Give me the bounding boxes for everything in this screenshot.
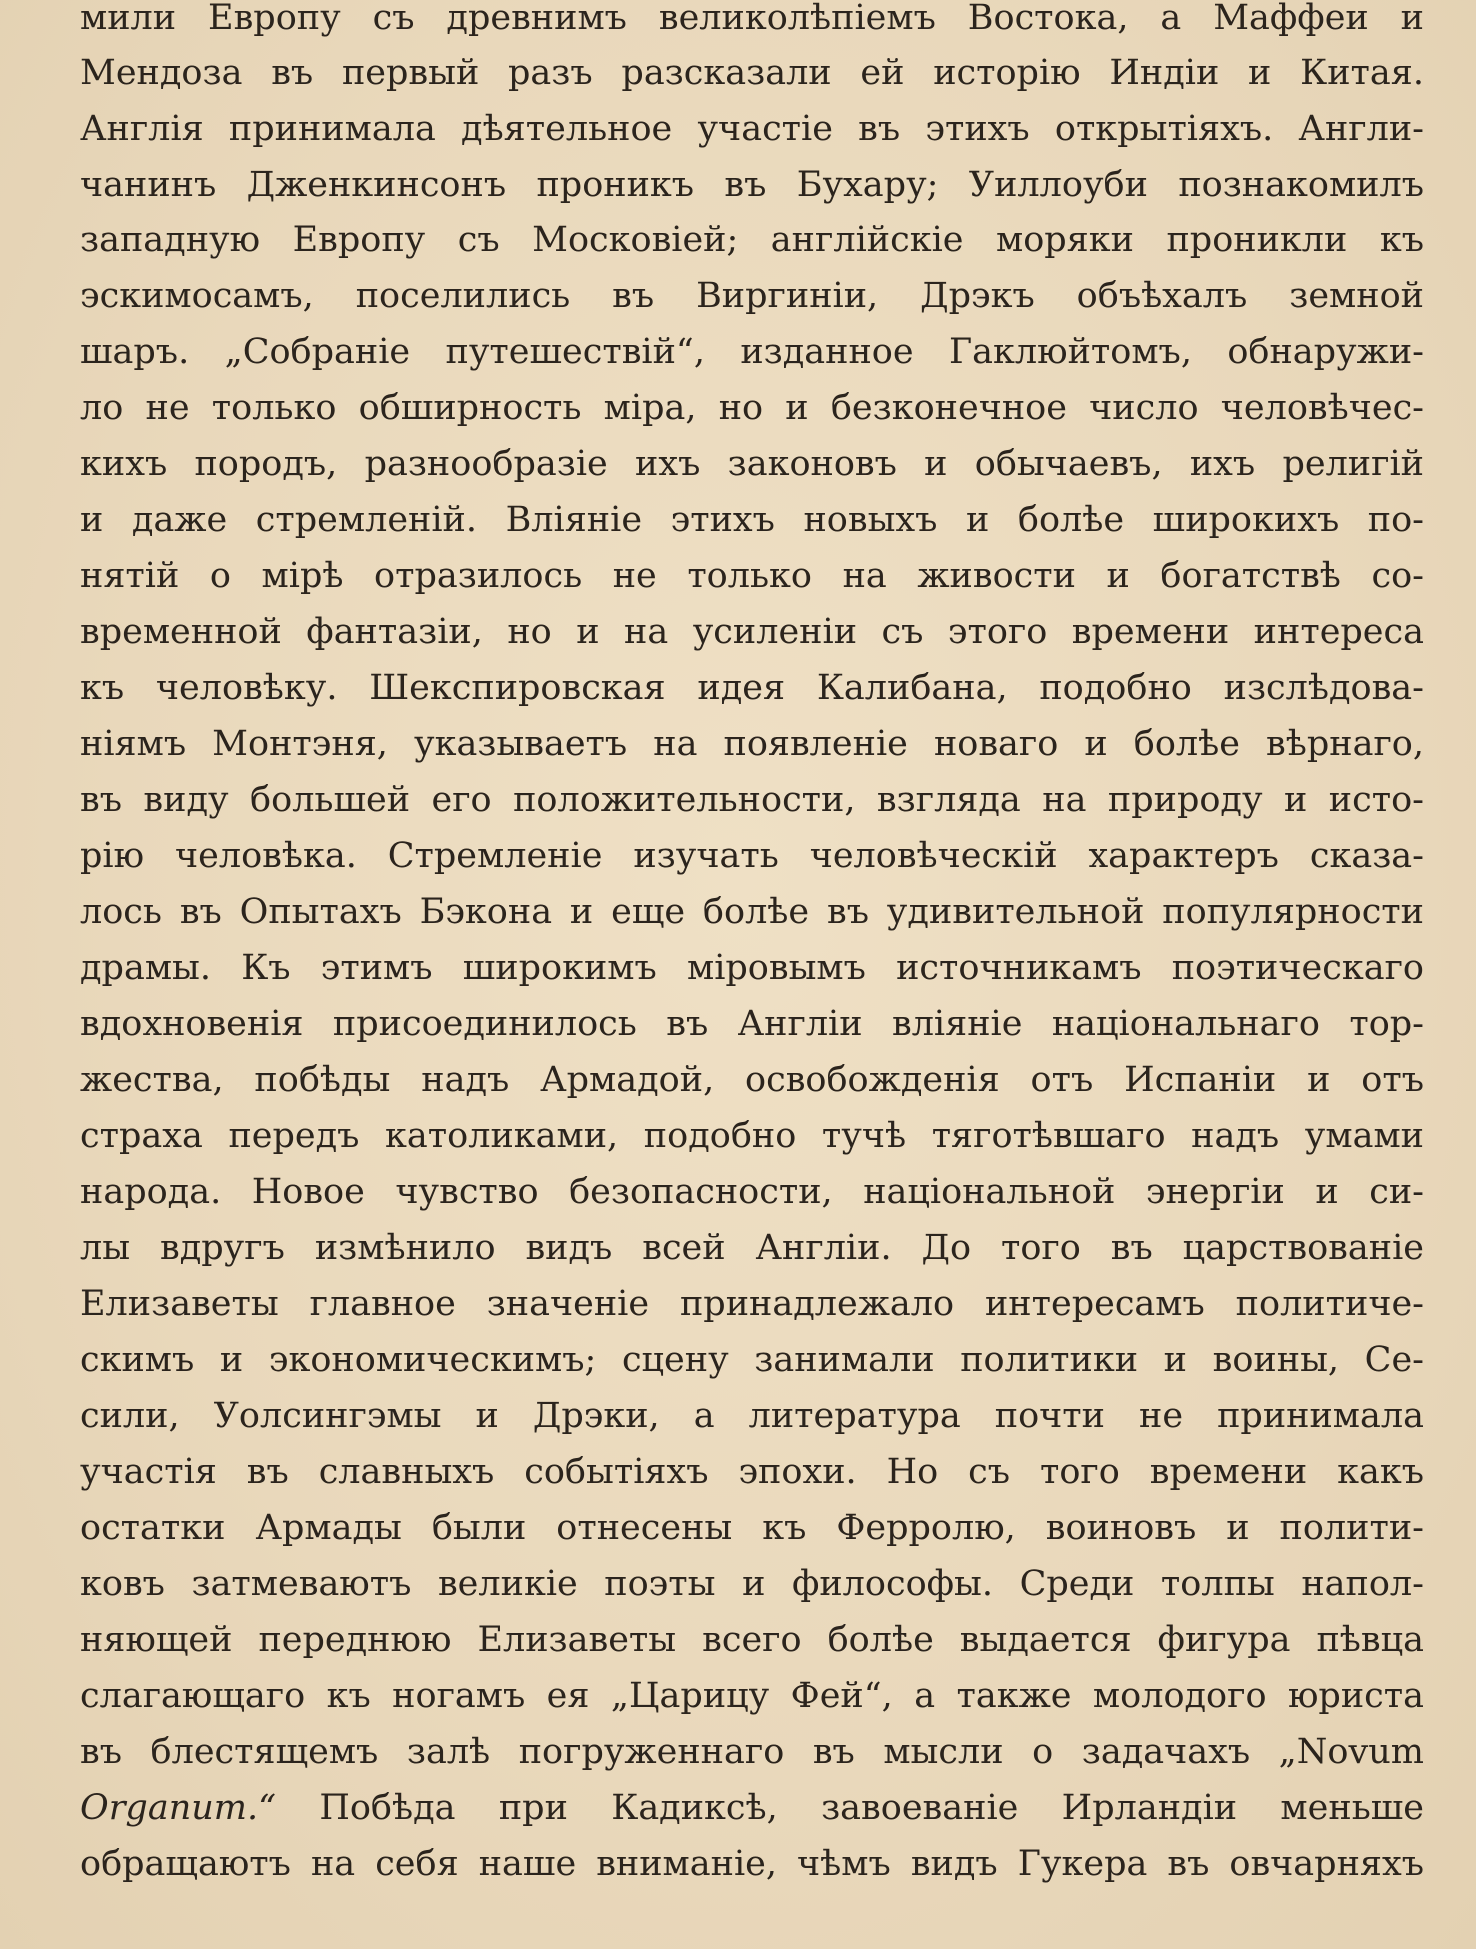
text-line-15: въ виду большей его положительности, взгляда на природу и исто- [80,780,1424,820]
text-line-16: рію человѣка. Стремленіе изучать человѣческій характеръ сказа- [80,836,1424,876]
text-line-19: вдохновенія присоединилось въ Англіи вліяніе національнаго тор- [80,1004,1424,1044]
text-line-7: шаръ. „Собраніе путешествій“, изданное Гаклюйтомъ, обнаружи- [80,332,1424,372]
text-line-2: Мендоза въ первый разъ разсказали ей исторію Индіи и Китая. [80,53,1424,93]
text-line-33-italic: Organum.“ [80,1788,276,1828]
text-line-28: остатки Армады были отнесены къ Ферролю, воиновъ и полити- [80,1508,1424,1548]
text-line-20: жества, побѣды надъ Армадой, освобожденія отъ Испаніи и отъ [80,1060,1424,1100]
text-line-27: участія въ славныхъ событіяхъ эпохи. Но съ того времени какъ [80,1452,1424,1492]
text-line-22: народа. Новое чувство безопасности, національной энергіи и си- [80,1172,1424,1212]
text-line-3: Англія принимала дѣятельное участіе въ этихъ открытіяхъ. Англи- [80,109,1424,149]
text-line-32: въ блестящемъ залѣ погруженнаго въ мысли о задачахъ „Novum [80,1732,1424,1772]
text-line-1: мили Европу съ древнимъ великолѣпіемъ Востока, а Маффеи и [80,0,1424,38]
text-line-29: ковъ затмеваютъ великіе поэты и философы. Среди толпы напол- [80,1564,1424,1604]
text-line-4: чанинъ Дженкинсонъ проникъ въ Бухару; Уиллоуби познакомилъ [80,165,1424,205]
text-line-26: сили, Уолсингэмы и Дрэки, а литература почти не принимала [80,1396,1424,1436]
text-line-33-rest: Побѣда при Кадиксѣ, завоеваніе Ирландіи меньше [276,1788,1424,1828]
text-line-13: къ человѣку. Шекспировская идея Калибана, подобно изслѣдова- [80,668,1424,708]
text-line-30: няющей переднюю Елизаветы всего болѣе выдается фигура пѣвца [80,1620,1424,1660]
text-line-33 [80,1780,1424,1836]
text-line-11: нятій о мірѣ отразилось не только на живости и богатствѣ со- [80,556,1424,596]
text-line-9: кихъ породъ, разнообразіе ихъ законовъ и обычаевъ, ихъ религій [80,444,1424,484]
text-line-6: эскимосамъ, поселились въ Виргиніи, Дрэкъ объѣхалъ земной [80,276,1424,316]
text-line-23: лы вдругъ измѣнило видъ всей Англіи. До того въ царствованіе [80,1228,1424,1268]
text-line-17: лось въ Опытахъ Бэкона и еще болѣе въ удивительной популярности [80,892,1424,932]
text-line-24: Елизаветы главное значеніе принадлежало интересамъ политиче- [80,1284,1424,1324]
text-line-31: слагающаго къ ногамъ ея „Царицу Фей“, а также молодого юриста [80,1676,1424,1716]
text-line-25: скимъ и экономическимъ; сцену занимали политики и воины, Се- [80,1340,1424,1380]
text-line-34: обращаютъ на себя наше вниманіе, чѣмъ видъ Гукера въ овчарняхъ [80,1844,1424,1884]
text-line-8: ло не только обширность міра, но и безконечное число человѣчес- [80,388,1424,428]
text-line-10: и даже стремленій. Вліяніе этихъ новыхъ и болѣе широкихъ по- [80,500,1424,540]
text-line-14: ніямъ Монтэня, указываетъ на появленіе новаго и болѣе вѣрнаго, [80,724,1424,764]
text-line-21: страха передъ католиками, подобно тучѣ тяготѣвшаго надъ умами [80,1116,1424,1156]
text-line-12: временной фантазіи, но и на усиленіи съ этого времени интереса [80,612,1424,652]
text-line-5: западную Европу съ Московіей; англійскіе моряки проникли къ [80,220,1424,260]
text-line-18: драмы. Къ этимъ широкимъ міровымъ источникамъ поэтическаго [80,948,1424,988]
